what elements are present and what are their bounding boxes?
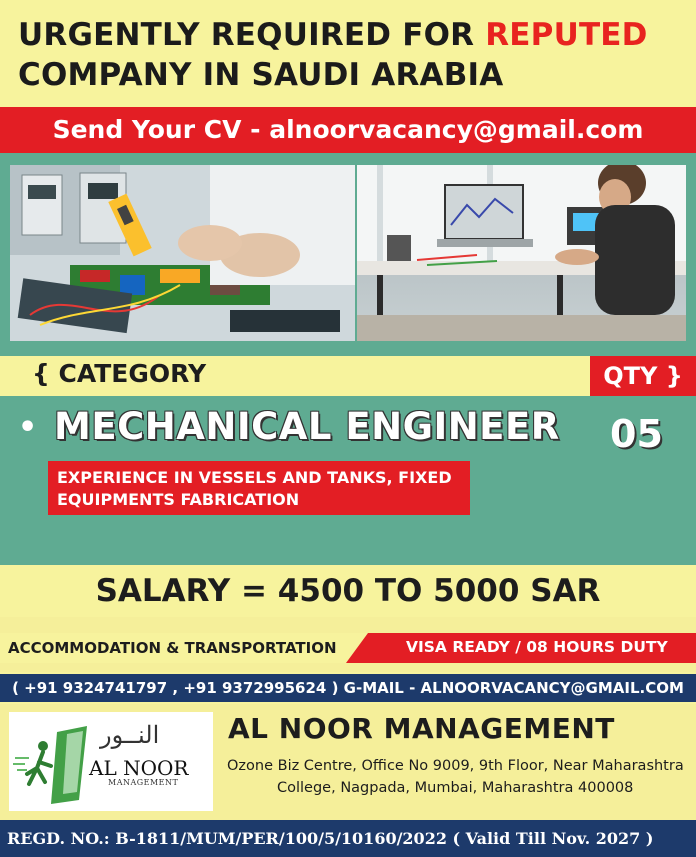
- runner-logo-icon: [9, 712, 99, 811]
- electronics-workbench-photo: [10, 165, 355, 341]
- quantity-heading: QTY }: [590, 356, 696, 396]
- contact-bar: ( +91 9324741797 , +91 9372995624 ) G-MAIL - ALNOORVACANCY@GMAIL.COM: [0, 672, 696, 704]
- headline-line1: [18, 17, 648, 53]
- headline-highlight: REPUTED: [485, 17, 648, 53]
- requirement-line1: EXPERIENCE IN VESSELS AND TANKS, FIXED: [57, 468, 452, 487]
- job-quantity: 05: [610, 412, 663, 456]
- registration-bar: REGD. NO.: B-1811/MUM/PER/100/5/10160/2022 ( Valid Till Nov. 2027 ): [0, 820, 696, 857]
- send-cv-banner: Send Your CV - alnoorvacancy@gmail.com: [0, 107, 696, 153]
- salary-banner: SALARY = 4500 TO 5000 SAR: [0, 565, 696, 617]
- category-heading: { CATEGORY: [32, 359, 207, 388]
- headline-line1-text: URGENTLY REQUIRED FOR: [18, 17, 486, 53]
- visa-duty-text: VISA READY / 08 HOURS DUTY: [406, 638, 668, 656]
- engineer-workstation-photo: [357, 165, 686, 341]
- requirements-box: [48, 461, 470, 515]
- job-title: MECHANICAL ENGINEER: [54, 405, 560, 448]
- headline-line2: COMPANY IN SAUDI ARABIA: [18, 57, 504, 93]
- logo-arabic-text: النــور: [100, 721, 160, 749]
- accommodation-text: ACCOMMODATION & TRANSPORTATION: [8, 639, 337, 657]
- headline-banner: [0, 0, 696, 107]
- address-line2: College, Nagpada, Mumbai, Maharashtra 400008: [277, 780, 634, 796]
- address-line1: Ozone Biz Centre, Office No 9009, 9th Floor, Near Maharashtra: [227, 758, 684, 774]
- bullet-icon: •: [18, 410, 38, 445]
- logo-sub-text: MANAGEMENT: [108, 778, 179, 787]
- logo-name-text: AL NOOR: [89, 756, 189, 780]
- requirement-line2: EQUIPMENTS FABRICATION: [57, 490, 300, 509]
- company-name: AL NOOR MANAGEMENT: [228, 712, 615, 745]
